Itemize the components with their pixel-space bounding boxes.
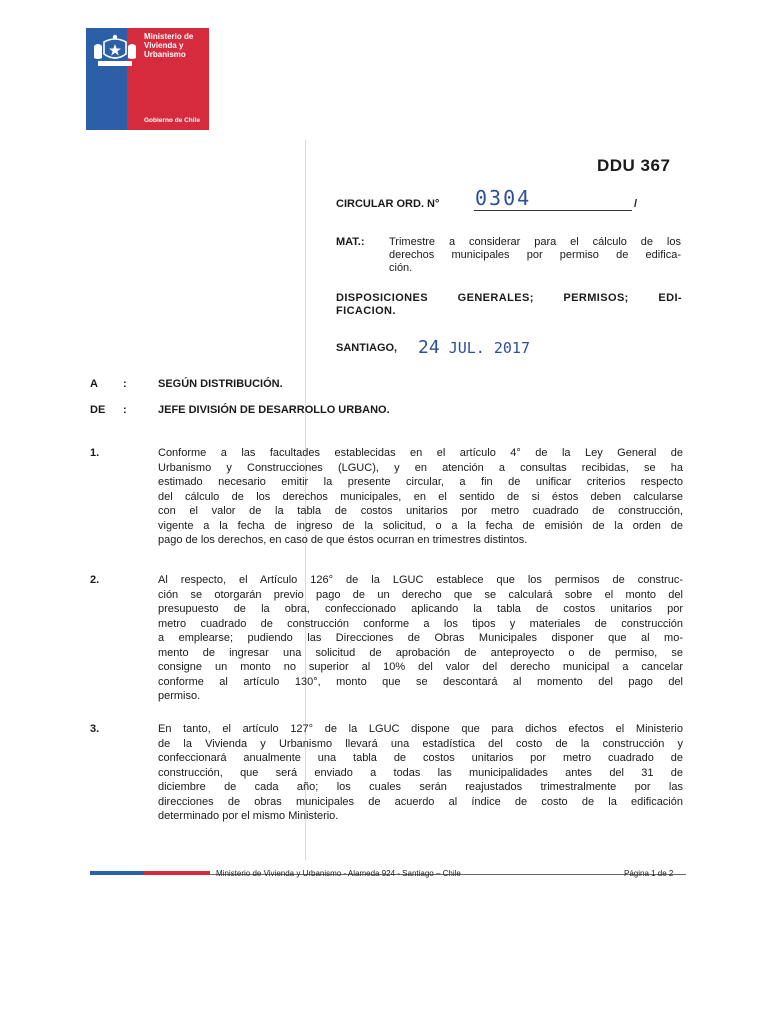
circular-number-stamp: 0304 — [475, 186, 532, 210]
recipient-label: A — [90, 378, 98, 390]
date-stamp-month-year: JUL. 2017 — [448, 339, 530, 357]
footer-color-bar — [90, 871, 210, 875]
sender-label: DE — [90, 404, 106, 416]
santiago-label: SANTIAGO, — [336, 342, 398, 354]
ministry-logo — [86, 28, 209, 130]
circular-label: CIRCULAR ORD. N° — [336, 198, 440, 210]
circular-number-underline — [474, 210, 632, 211]
sender-value: JEFE DIVISIÓN DE DESARROLLO URBANO. — [158, 404, 390, 416]
footer-blue-bar — [90, 871, 144, 875]
logo-ministry-name: Ministerio de Vivienda y Urbanismo — [144, 32, 194, 59]
date-stamp — [418, 337, 530, 358]
mat-label: MAT.: — [336, 236, 365, 248]
paragraph-2: Al respecto, el Artículo 126° de la LGUC establece que los permisos de construc- ción se otorgarán previo pago de un derecho que se calculará sobre el monto del presupuesto de la obra, confeccionado aplicando la tabla de costos unitarios por metro cuadrado de construcción conforme a los tipos y materiales de construcción a emplearse; pudiendo las Direcciones de Obras Municipales disponer que al mo- mento de ingresar una solicitud de aprobación de anteproyecto o de permiso, se consigne un monto no superior al 10% del valor del derecho municipal a cancelar conforme al artículo 130°, monto que se descontará al momento del pago del permiso. — [158, 574, 683, 702]
coat-of-arms-icon — [90, 32, 140, 68]
classification-heading: DISPOSICIONES GENERALES; PERMISOS; EDI- FICACION. — [336, 292, 682, 317]
sender-colon: : — [123, 404, 127, 416]
paragraph-number: 3. — [90, 723, 100, 735]
recipient-colon: : — [123, 378, 127, 390]
mat-subject: Trimestre a considerar para el cálculo de los derechos municipales por permiso de edifica- ción. — [389, 236, 681, 274]
date-stamp-day: 24 — [418, 337, 440, 358]
paragraph-3: En tanto, el artículo 127° de la LGUC dispone que para dichos efectos el Ministerio de la Vivienda y Urbanismo llevará una estadística del costo de la construcción y confeccionará anualmente una tabla de costos unitarios por metro cuadrado de construcción, que será enviado a todas las municipalidades antes del 31 de diciembre de cada año; los cuales serán reajustados trimestralmente por las direcciones de obras municipales de acuerdo al índice de costo de la edificación determinado por el mismo Ministerio. — [158, 723, 683, 822]
document-code: DDU 367 — [597, 156, 671, 175]
recipient-value: SEGÚN DISTRIBUCIÓN. — [158, 378, 283, 390]
footer-page-number: Página 1 de 2 — [624, 869, 674, 878]
paragraph-number: 2. — [90, 574, 100, 586]
circular-slash: / — [634, 198, 638, 210]
paragraph-1: Conforme a las facultades establecidas en el artículo 4° de la Ley General de Urbanismo y Construcciones (LGUC), y en atención a consultas recibidas, se ha estimado necesario emitir la presente circular, a fin de unificar criterios respecto del cálculo de los derechos municipales, en el sentido de si éstos deben calcularse con el valor de la tabla de costos unitarios por metro cuadrado de construcción, vigente a la fecha de ingreso de la solicitud, o a la fecha de emisión de la orden de pago de los derechos, en caso de que éstos ocurran en trimestres distintos. — [158, 447, 683, 546]
logo-government-text: Gobierno de Chile — [144, 117, 200, 124]
footer-red-bar — [144, 871, 210, 875]
paragraph-number: 1. — [90, 447, 100, 459]
footer-address: Ministerio de Vivienda y Urbanismo - Alameda 924 - Santiago – Chile — [216, 869, 461, 878]
